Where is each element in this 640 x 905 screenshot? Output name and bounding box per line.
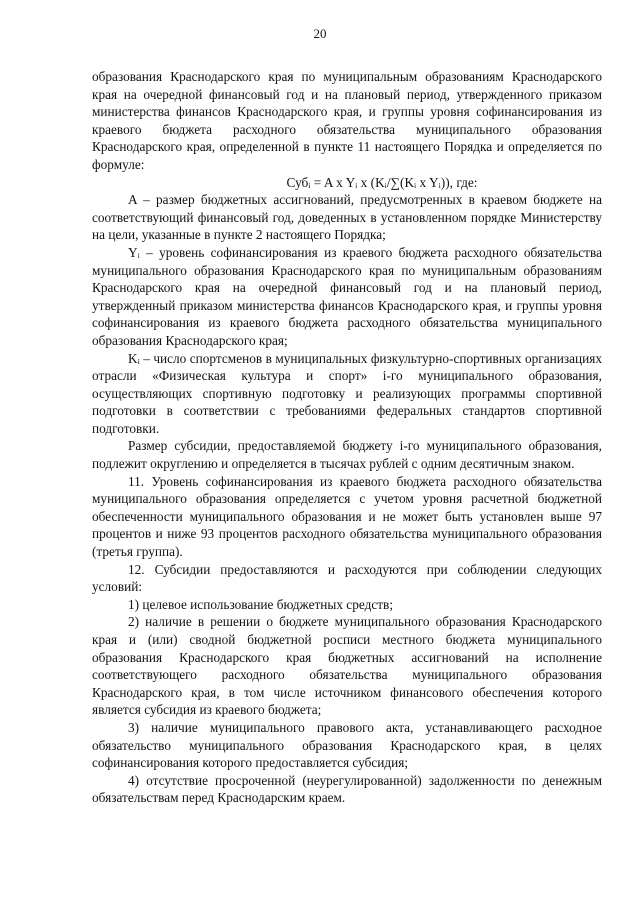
paragraph-continuation: образования Краснодарского края по муниципальным образованиям Краснодарского края на очередной финансовый год и на плановый период, утвержденного приказом министерства финансов Краснодарского края, и группы уровня софинансирования из краевого бюджета расходного обязательства муниципального образования Краснодарского края, определенной в пункте 11 настоящего Порядка и определяется по формуле: — [92, 69, 602, 172]
paragraph-subsidy-rounding: Размер субсидии, предоставляемой бюджету i-го муниципального образования, подлежит округлению и определяется в тысячах рублей с одним десятичным знаком. — [92, 438, 602, 472]
condition-1: 1) целевое использование бюджетных средств; — [128, 596, 394, 612]
condition-4: 4) отсутствие просроченной (неурегулированной) задолженности по денежным обязательствам перед Краснодарским краем. — [92, 772, 602, 806]
subsidy-formula: Субᵢ = A x Yᵢ x (Kᵢ/∑(Kᵢ x Yᵢ)), где: — [286, 174, 478, 190]
condition-2: 2) наличие в решении о бюджете муниципального образования Краснодарского края и (или) сводной бюджетной росписи местного бюджета муниципального образования Краснодарского края бюджетных ассигнований на исполнение соответствующего расходного обязательства муниципального образования Краснодарского края, в том числе источником финансового обеспечения которого является субсидия из краевого бюджета; — [92, 614, 602, 718]
paragraph-definition-y: Yᵢ – уровень софинансирования из краевого бюджета расходного обязательства муниципального образования Краснодарского края по муниципальным образованиям Краснодарского края на очередной финансовый год и на плановый период, утвержденный приказом министерства финансов Краснодарского края, и группы уровня софинансирования из краевого бюджета расходного обязательства муниципального образования Краснодарского края; — [92, 244, 602, 348]
paragraph-definition-k: Kᵢ – число спортсменов в муниципальных физкультурно-спортивных организациях отрасли «Физическая культура и спорт» i-го муниципального образования, осуществляющих спортивную подготовку и реализующих программы спортивной подготовки в соответствии с требованиями федеральных стандартов спортивной подготовки. — [92, 350, 602, 436]
paragraph-item-12: 12. Субсидии предоставляются и расходуются при соблюдении следующих условий: — [92, 561, 602, 595]
page-number: 20 — [313, 26, 327, 41]
document-body — [92, 68, 602, 807]
paragraph-item-11: 11. Уровень софинансирования из краевого бюджета расходного обязательства муниципального образования определяется с учетом уровня расчетной бюджетной обеспеченности муниципального образования и не может быть установлен выше 97 процентов и ниже 93 процентов расходного обязательства муниципального образования (третья группа). — [92, 473, 602, 560]
condition-3: 3) наличие муниципального правового акта, устанавливающего расходное обязательство муниципального образования Краснодарского края, в целях софинансирования которого предоставляется субсидия; — [92, 719, 602, 771]
paragraph-definition-a: A – размер бюджетных ассигнований, предусмотренных в краевом бюджете на соответствующий финансовый год, доведенных в установленном порядке Министерству на цели, указанные в пункте 2 настоящего Порядка; — [92, 192, 602, 243]
